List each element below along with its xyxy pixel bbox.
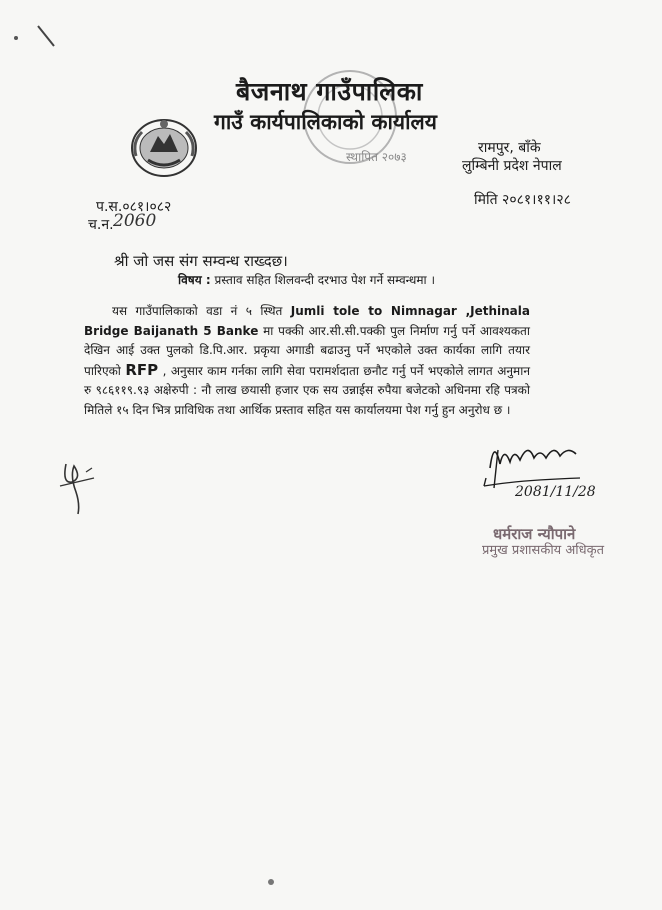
stamp-year-label: स्थापित <box>346 150 378 164</box>
subject-line <box>178 271 435 288</box>
stamp-year <box>346 148 407 165</box>
stamp-year-value: २०७३ <box>381 150 407 164</box>
subject-text: प्रस्ताव सहित शिलवन्दी दरभाउ पेश गर्ने सम्वन्धमा । <box>214 273 436 287</box>
salutation: श्री जो जस संग सम्वन्ध राख्दछ। <box>114 252 288 270</box>
signature-date: 2081/11/28 <box>515 484 596 500</box>
handwritten-initials <box>52 448 112 518</box>
address-line-2: लुम्बिनी प्रदेश नेपाल <box>462 158 562 174</box>
subject-label: विषय : <box>178 273 211 287</box>
letter-body <box>84 302 530 421</box>
nepal-emblem-icon <box>128 112 200 180</box>
project-name: Jumli tole to Nimnagar ,Jethinala Bridge Baijanath 5 Banke <box>84 304 530 338</box>
office-name: गाउँ कार्यपालिकाको कार्यालय <box>214 110 437 134</box>
body-part-1: यस गाउँपालिकाको वडा नं ५ स्थित <box>112 304 291 318</box>
dispatch-number-value: 2060 <box>113 211 157 231</box>
dispatch-number-label: च.न. <box>88 217 114 233</box>
letter-reference-number: प.स.०८१।०८२ <box>96 199 172 215</box>
body-part-2: मा पक्की आर.सी.सी.पक्की पुल निर्माण गर्नु पर्ने आवश्यकता देखिन आई उक्त पुलको डि.पि.आर. प्रकृया अगाडी बढाउनु पर्ने भएकोले उक्त कार्यका लागि तयार पारिएको <box>84 323 530 378</box>
rfp-label: RFP <box>125 360 159 379</box>
body-part-3: , अनुसार काम गर्नका लागि सेवा परामर्शदाता छनौट गर्नु पर्ने भएकोले लागत अनुमान रु ९८६११९.९३ अक्षेरुपी : नौ लाख छयासी हजार एक सय उन्नाईस रुपैया बजेटको अधिनमा रहि पत्रको मितिले १५ दिन भित्र प्राविधिक तथा आर्थिक प्रस्ताव सहित यस कार्यालयमा पेश गर्नु हुन अनुरोध छ । <box>84 363 530 417</box>
signer-name: धर्मराज न्यौपाने <box>493 525 576 543</box>
corner-scratch-mark <box>12 24 62 54</box>
address-line-1: रामपुर, बाँके <box>478 140 541 156</box>
ink-dot-mark <box>266 877 276 887</box>
letter-date: मिति २०८१।११।२८ <box>474 192 571 208</box>
signer-title: प्रमुख प्रशासकीय अधिकृत <box>482 543 605 558</box>
official-signature <box>480 428 630 518</box>
organization-name: बैजनाथ गाउँपालिका <box>236 77 423 106</box>
